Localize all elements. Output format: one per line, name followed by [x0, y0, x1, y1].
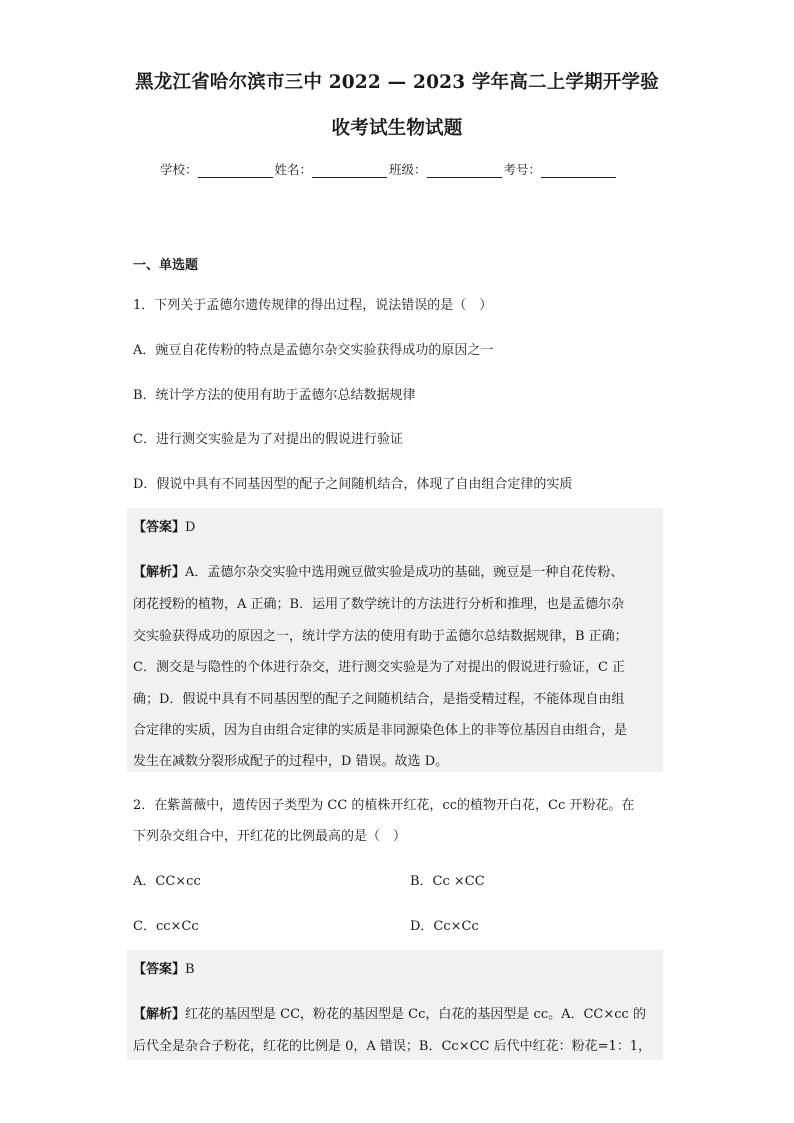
question-1-option-b: B．统计学方法的使用有助于孟德尔总结数据规律	[133, 388, 416, 403]
question-2-option-c: C．cc×Cc	[133, 919, 199, 934]
analysis-label: 【解析】	[133, 1007, 186, 1022]
question-1-option-c: C．进行测交实验是为了对提出的假说进行验证	[133, 432, 403, 447]
question-2-stem-line-1: 2．在紫蔷薇中，遗传因子类型为 CC 的植株开红花，cc的植物开白花，Cc 开粉花。在	[133, 798, 635, 813]
analysis-text: 红花的基因型是 CC，粉花的基因型是 Cc，白花的基因型是 cc。A．CC×cc 的	[185, 1007, 646, 1022]
name-label: 姓名：	[274, 162, 313, 177]
exam-number-blank	[541, 163, 616, 178]
class-blank	[427, 163, 502, 178]
document-title-line-1: 黑龙江省哈尔滨市三中 2022 — 2023 学年高二上学期开学验	[135, 72, 659, 93]
question-2-option-b: B．Cc ×CC	[410, 874, 485, 889]
student-info-row	[160, 160, 618, 178]
school-label: 学校：	[160, 162, 198, 177]
question-1-stem: 1．下列关于孟德尔遗传规律的得出过程，说法错误的是（ ）	[133, 298, 493, 313]
question-2-analysis-line-2: 后代全是杂合子粉花，红花的比例是 0，A 错误；B．Cc×CC 后代中红花：粉花=1：1，	[133, 1039, 652, 1054]
document-title-line-2: 收考试生物试题	[331, 118, 463, 139]
question-1-analysis-line-5: 确；D．假说中具有不同基因型的配子之间随机结合，是指受精过程，不能体现自由组	[133, 692, 625, 707]
answer-label: 【答案】	[133, 520, 186, 535]
question-1-analysis-line-4: C．测交是与隐性的个体进行杂交，进行测交实验是为了对提出的假说进行验证，C 正	[133, 660, 626, 675]
question-2-analysis-line-1	[133, 1003, 646, 1022]
question-2-option-d: D．Cc×Cc	[410, 919, 479, 934]
question-1-option-d: D．假说中具有不同基因型的配子之间随机结合，体现了自由组合定律的实质	[133, 477, 573, 492]
section-title: 一、单选题	[133, 258, 199, 273]
question-2-stem-line-2: 下列杂交组合中，开红花的比例最高的是（ ）	[133, 829, 407, 844]
name-blank	[312, 163, 387, 178]
question-2-option-a: A．CC×cc	[133, 874, 201, 889]
class-label: 班级：	[389, 162, 427, 177]
exam-number-label: 考号：	[503, 162, 542, 177]
answer-value: D	[185, 520, 196, 535]
question-1-analysis-line-2: 闭花授粉的植物，A 正确；B．运用了数学统计的方法进行分析和推理，也是孟德尔杂	[133, 597, 625, 612]
question-1-answer	[133, 516, 195, 535]
school-blank	[198, 163, 273, 178]
question-1-analysis-line-1	[133, 561, 623, 580]
answer-value: B	[185, 962, 195, 977]
question-1-option-a: A．豌豆自花传粉的特点是孟德尔杂交实验获得成功的原因之一	[133, 343, 494, 358]
analysis-label: 【解析】	[133, 565, 186, 580]
question-1-analysis-line-3: 交实验获得成功的原因之一，统计学方法的使用有助于孟德尔总结数据规律，B 正确；	[133, 629, 628, 644]
question-2-answer	[133, 958, 195, 977]
answer-label: 【答案】	[133, 962, 186, 977]
question-1-analysis-line-7: 发生在减数分裂形成配子的过程中，D 错误。故选 D。	[133, 754, 449, 769]
analysis-text: A．孟德尔杂交实验中选用豌豆做实验是成功的基础，豌豆是一种自花传粉、	[185, 565, 624, 580]
question-1-analysis-line-6: 合定律的实质，因为自由组合定律的实质是非同源染色体上的非等位基因自由组合，是	[133, 723, 628, 738]
